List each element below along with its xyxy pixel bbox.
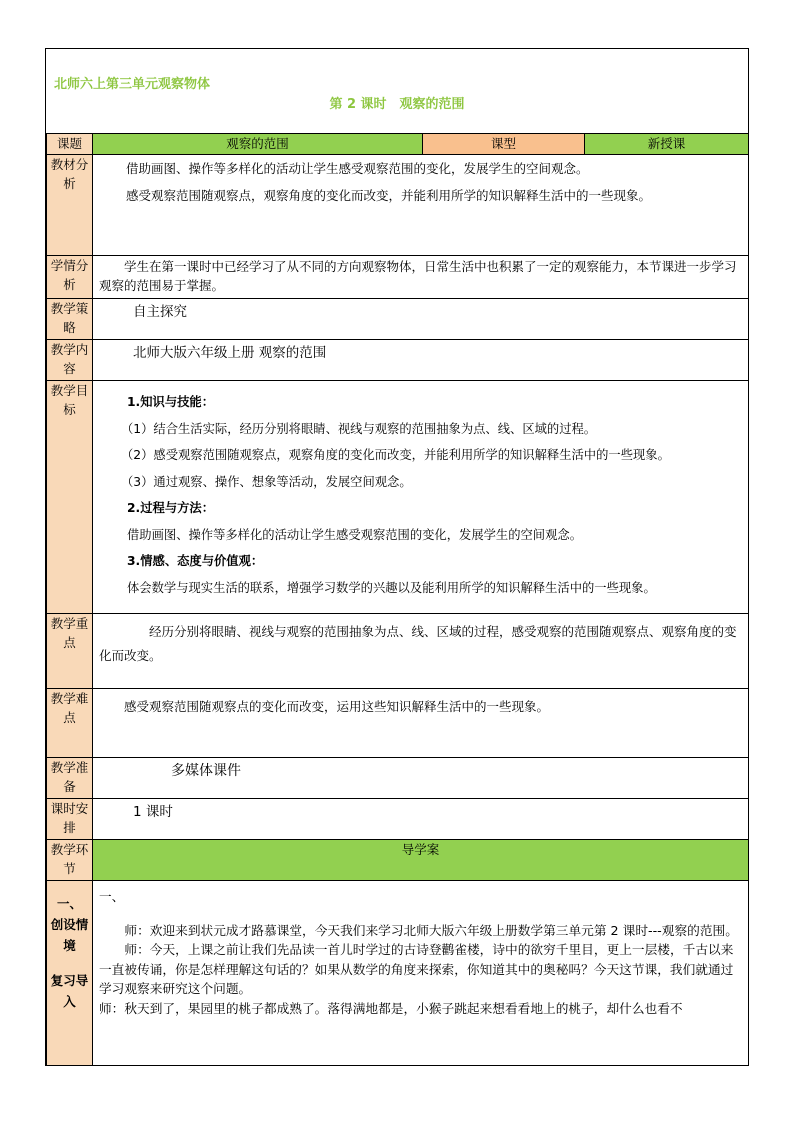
goals-line: （2）感受观察范围随观察点，观察角度的变化而改变，并能利用所学的知识解释生活中的一些现象。 xyxy=(121,448,670,462)
difficulty-row xyxy=(47,689,749,758)
topic-row xyxy=(47,134,749,155)
material-line: 感受观察范围随观察点，观察角度的变化而改变，并能利用所学的知识解释生活中的一些现象。 xyxy=(126,188,652,203)
intro-line: 师：欢迎来到状元成才路慕课堂，今天我们来学习北师大版六年级上册数学第三单元第 2 课时---观察的范围。 xyxy=(124,922,738,938)
student-cell xyxy=(93,256,749,299)
goals-heading-1: 1.知识与技能： xyxy=(127,395,215,409)
student-row xyxy=(47,256,749,299)
stage-row xyxy=(47,840,749,881)
unit-title: 北师六上第三单元观察物体 xyxy=(54,77,211,92)
lesson-title: 第 2 课时 观察的范围 xyxy=(329,97,465,112)
time-cell xyxy=(93,799,749,840)
difficulty-text: 感受观察范围随观察点的变化而改变，运用这些知识解释生活中的一些现象。 xyxy=(124,699,550,714)
difficulty-cell xyxy=(93,689,749,758)
key-row xyxy=(47,614,749,689)
prep-text: 多媒体课件 xyxy=(171,763,241,779)
stage-value: 导学案 xyxy=(93,840,749,881)
strategy-text: 自主探究 xyxy=(133,304,187,320)
type-value: 新授课 xyxy=(585,134,749,155)
student-text: 学生在第一课时中已经学习了从不同的方向观察物体，日常生活中也积累了一定的观察能力，本节课进一步学习观察的范围易于掌握。 xyxy=(99,259,737,293)
intro-row xyxy=(47,881,749,1067)
time-row xyxy=(47,799,749,840)
material-line: 借助画图、操作等多样化的活动让学生感受观察范围的变化，发展学生的空间观念。 xyxy=(126,161,589,176)
difficulty-label: 教学难点 xyxy=(47,689,93,758)
topic-value: 观察的范围 xyxy=(93,134,423,155)
prep-row xyxy=(47,758,749,799)
goals-cell xyxy=(93,381,749,614)
content-text: 北师大版六年级上册 观察的范围 xyxy=(133,345,327,361)
content-label: 教学内容 xyxy=(47,340,93,381)
content-row xyxy=(47,340,749,381)
goals-heading-3: 3.情感、态度与价值观： xyxy=(127,554,264,568)
intro-line: 一、 xyxy=(99,889,125,904)
intro-label-scene: 创设情境 xyxy=(50,917,89,953)
goals-line: 借助画图、操作等多样化的活动让学生感受观察范围的变化，发展学生的空间观念。 xyxy=(127,527,582,542)
material-row xyxy=(47,155,749,256)
intro-label-number: 一、 xyxy=(56,896,82,911)
goals-line: （3）通过观察、操作、想象等活动，发展空间观念。 xyxy=(121,474,412,489)
goals-line: （1）结合生活实际，经历分别将眼睛、视线与观察的范围抽象为点、线、区域的过程。 xyxy=(121,421,597,436)
goals-label: 教学目标 xyxy=(47,381,93,614)
prep-label: 教学准备 xyxy=(47,758,93,799)
time-text: 1 课时 xyxy=(133,804,173,820)
prep-cell xyxy=(93,758,749,799)
strategy-cell xyxy=(93,299,749,340)
key-text: 经历分别将眼睛、视线与观察的范围抽象为点、线、区域的过程，感受观察的范围随观察点、观察角度的变化而改变。 xyxy=(99,624,737,663)
lesson-plan-page xyxy=(45,48,749,1066)
intro-label xyxy=(47,881,93,1067)
intro-cell xyxy=(93,881,749,1067)
key-label: 教学重点 xyxy=(47,614,93,689)
material-label: 教材分析 xyxy=(47,155,93,256)
lesson-plan-table xyxy=(46,133,749,1066)
strategy-label: 教学策略 xyxy=(47,299,93,340)
material-cell xyxy=(93,155,749,256)
student-label: 学情分析 xyxy=(47,256,93,299)
topic-label: 课题 xyxy=(47,134,93,155)
goals-row xyxy=(47,381,749,614)
stage-label: 教学环节 xyxy=(47,840,93,881)
intro-line: 师：秋天到了，果园里的桃子都成熟了。落得满地都是，小猴子跳起来想看看地上的桃子，却什么也看不 xyxy=(99,1000,683,1016)
intro-label-review: 复习导入 xyxy=(50,973,89,1009)
content-cell xyxy=(93,340,749,381)
key-cell xyxy=(93,614,749,689)
strategy-row xyxy=(47,299,749,340)
goals-heading-2: 2.过程与方法： xyxy=(127,501,215,515)
intro-line: 师：今天，上课之前让我们先品读一首儿时学过的古诗登鹳雀楼，诗中的欲穷千里目，更上一层楼，千古以来一直被传诵，你是怎样理解这句话的？如果从数学的角度来探索，你知道其中的奥秘吗？今天这节课，我们就通过学习观察来研究这个问题。 xyxy=(99,942,734,996)
time-label: 课时安排 xyxy=(47,799,93,840)
type-label: 课型 xyxy=(423,134,585,155)
goals-line: 体会数学与现实生活的联系，增强学习数学的兴趣以及能利用所学的知识解释生活中的一些现象。 xyxy=(127,580,656,595)
